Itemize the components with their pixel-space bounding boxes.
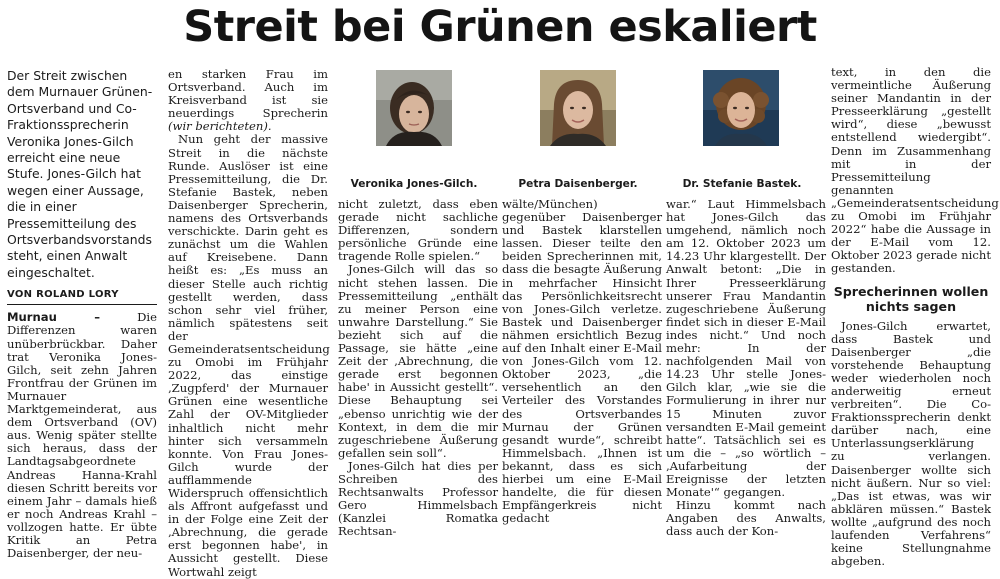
portrait-photo-jones-gilch [376,70,452,146]
headline: Streit bei Grünen eskaliert [183,2,817,52]
portrait-image [703,70,779,146]
body-paragraph: Nun geht der massive Streit in die nächste Runde. Auslöser ist eine Pressemitteilung, die Dr. Stefanie Bastek, neben Daisenberger Sprecherin, namens des Ortsverbands verschickte. Darin geht es zunächst um die Wahlen auf Kreisebene. Dann heißt es: „Es muss an dieser Stelle auch richtig gestellt werden, dass schon sehr viel früher, nämlich spätestens seit der Gemeinderatsentscheidung zu Omobi im Frühjahr 2022, das einstige ‚Zugpferd' der Murnauer Grünen eine wesentliche Zahl der OV-Mitglieder inhaltlich nicht mehr hinter sich versammeln konnte. Von Frau Jones-Gilch wurde der aufflammende Widerspruch offensichtlich als Affront aufgefasst und in der Folge eine Zeit der ‚Abrechnung, die gerade erst begonnen habe', in Aussicht gestellt. Diese Wortwahl zeigt [168,132,330,579]
column-1 [7,68,157,561]
body-paragraph: Jones-Gilch erwartet, dass Bastek und Daisenberger „die vorstehende Behauptung weder wiederholen noch anderweitig erneut verbreiten“. Die Co-Fraktionssprecherin denkt darüber nach, eine Unterlassungserklärung zu verlangen. Daisenberger wollte sich nicht äußern. Nur so viel: „Das ist etwas, was wir abklären müssen.“ Bastek wollte „aufgrund des noch laufenden Verfahrens“ keine Stellungnahme abgeben. [831,318,991,569]
portrait-image [376,70,452,146]
dateline: Murnau – [7,310,101,325]
photo-caption: Petra Daisenberger. [518,178,638,190]
column-5 [666,197,826,539]
portrait-photo-bastek [703,70,779,146]
photo-caption: Dr. Stefanie Bastek. [682,178,802,190]
body-text: en starken Frau im Ortsverband. Auch im Kreisverband ist sie neuerdings Sprecherin [168,67,328,121]
portrait-photo-daisenberger [540,70,616,146]
body-paragraph: war.“ Laut Himmelsbach hat Jones-Gilch das umgehend, nämlich noch am 12. Oktober 2023 um 14.23 Uhr klargestellt. Der Anwalt betont: „Die in Ihrer Presseerklärung unserer Frau Mandantin zugeschriebene Äußerung findet sich in dieser E-Mail indes nicht.“ Und noch mehr: In der nachfolgenden Mail von 14.23 Uhr stelle Jones-Gilch klar, „wie sie die Formulierung in ihrer nur 15 Minuten zuvor versandten E-Mail gemeint hatte“. Tatsächlich sei es um die – „so wörtlich – ‚Aufarbeitung der Ereignisse der letzten Monate'“ gegangen. [666,197,826,500]
body-paragraph [7,311,157,560]
portrait-image [540,70,616,146]
column-4 [502,197,662,526]
column-3 [338,197,498,539]
body-paragraph: Jones-Gilch hat dies per Schreiben des Rechtsanwalts Professor Gero Himmelsbach (Kanzlei Romatka Rechtsan- [338,458,498,539]
subheading: Sprecherinnen wollen nichts sagen [833,283,989,314]
column-6 [831,65,999,569]
note-text: (wir berichteten). [168,119,272,134]
body-text: Die Differenzen waren unüberbrückbar. Daher trat Veronika Jones-Gilch, seit zehn Jahren Frontfrau der Grünen im Murnauer Marktgemeinderat, aus dem Ortsverband (OV) aus. Wenig später stellte sich heraus, dass der Landtagsabgeordnete Andreas Hanna-Krahl diesen Schritt bereits vor einem Jahr – damals hieß er noch Andreas Krahl – vollzogen hatte. Er übte Kritik an Petra Daisenberger, der neu- [7,310,157,561]
body-paragraph: wälte/München) gegenüber Daisenberger und Bastek klarstellen lassen. Dieser teilte den beiden Sprecherinnen mit, dass die besagte Äußerung in mehrfacher Hinsicht das Persönlichkeitsrecht von Jones-Gilch verletze. Bastek und Daisenberger nähmen ersichtlich Bezug auf den Inhalt einer E-Mail von Jones-Gilch vom 12. Oktober 2023, „die versehentlich an den Verteiler des Vorstandes des Ortsverbandes Murnau der Grünen gesandt wurde“, schreibt Himmelsbach. „Ihnen ist bekannt, dass es sich hierbei um eine E-Mail handelte, die für diesen Empfängerkreis nicht gedacht [502,197,662,526]
byline: VON ROLAND LORY [7,288,157,305]
body-paragraph: Hinzu kommt nach Angaben des Anwalts, dass auch der Kon- [666,498,826,539]
body-paragraph: Jones-Gilch will das so nicht stehen lassen. Die Pressemitteilung „enthält zu meiner Person eine unwahre Darstellung.“ Sie bezieht sich auf die Passage, sie hätte „eine Zeit der ‚Abrechnung, die gerade erst begonnen habe' in Aussicht gestellt“. Diese Behauptung sei „ebenso unrichtig wie der Kontext, in dem die mir zugeschriebene Äußerung gefallen sein soll“. [338,262,498,460]
body-paragraph: text, in den die vermeintliche Äußerung seiner Mandantin in der Presseerklärung „gestellt wird“, diese „bewusst entstellend wiedergibt“. Denn im Zusammenhang mit in der Pressemitteilung genannten „Gemeinderatsentscheidung zu Omobi im Frühjahr 2022“ habe die Aussage in der E-Mail vom 12. Oktober 2023 gerade nicht gestanden. [831,65,999,276]
body-paragraph [168,68,328,133]
photo-caption: Veronika Jones-Gilch. [350,178,478,190]
column-2 [168,67,330,579]
body-paragraph: nicht zuletzt, dass eben gerade nicht sachliche Differenzen, sondern persönliche Gründe eine tragende Rolle spielen.“ [338,197,498,264]
lead-paragraph: Der Streit zwischen dem Murnauer Grünen-Ortsverband und Co-Fraktionssprecherin Veronika Jones-Gilch erreicht eine neue Stufe. Jones-Gilch hat wegen einer Aussage, die in einer Pressemitteilung des Ortsverbandsvorstands steht, einen Anwalt eingeschaltet. [7,68,153,280]
